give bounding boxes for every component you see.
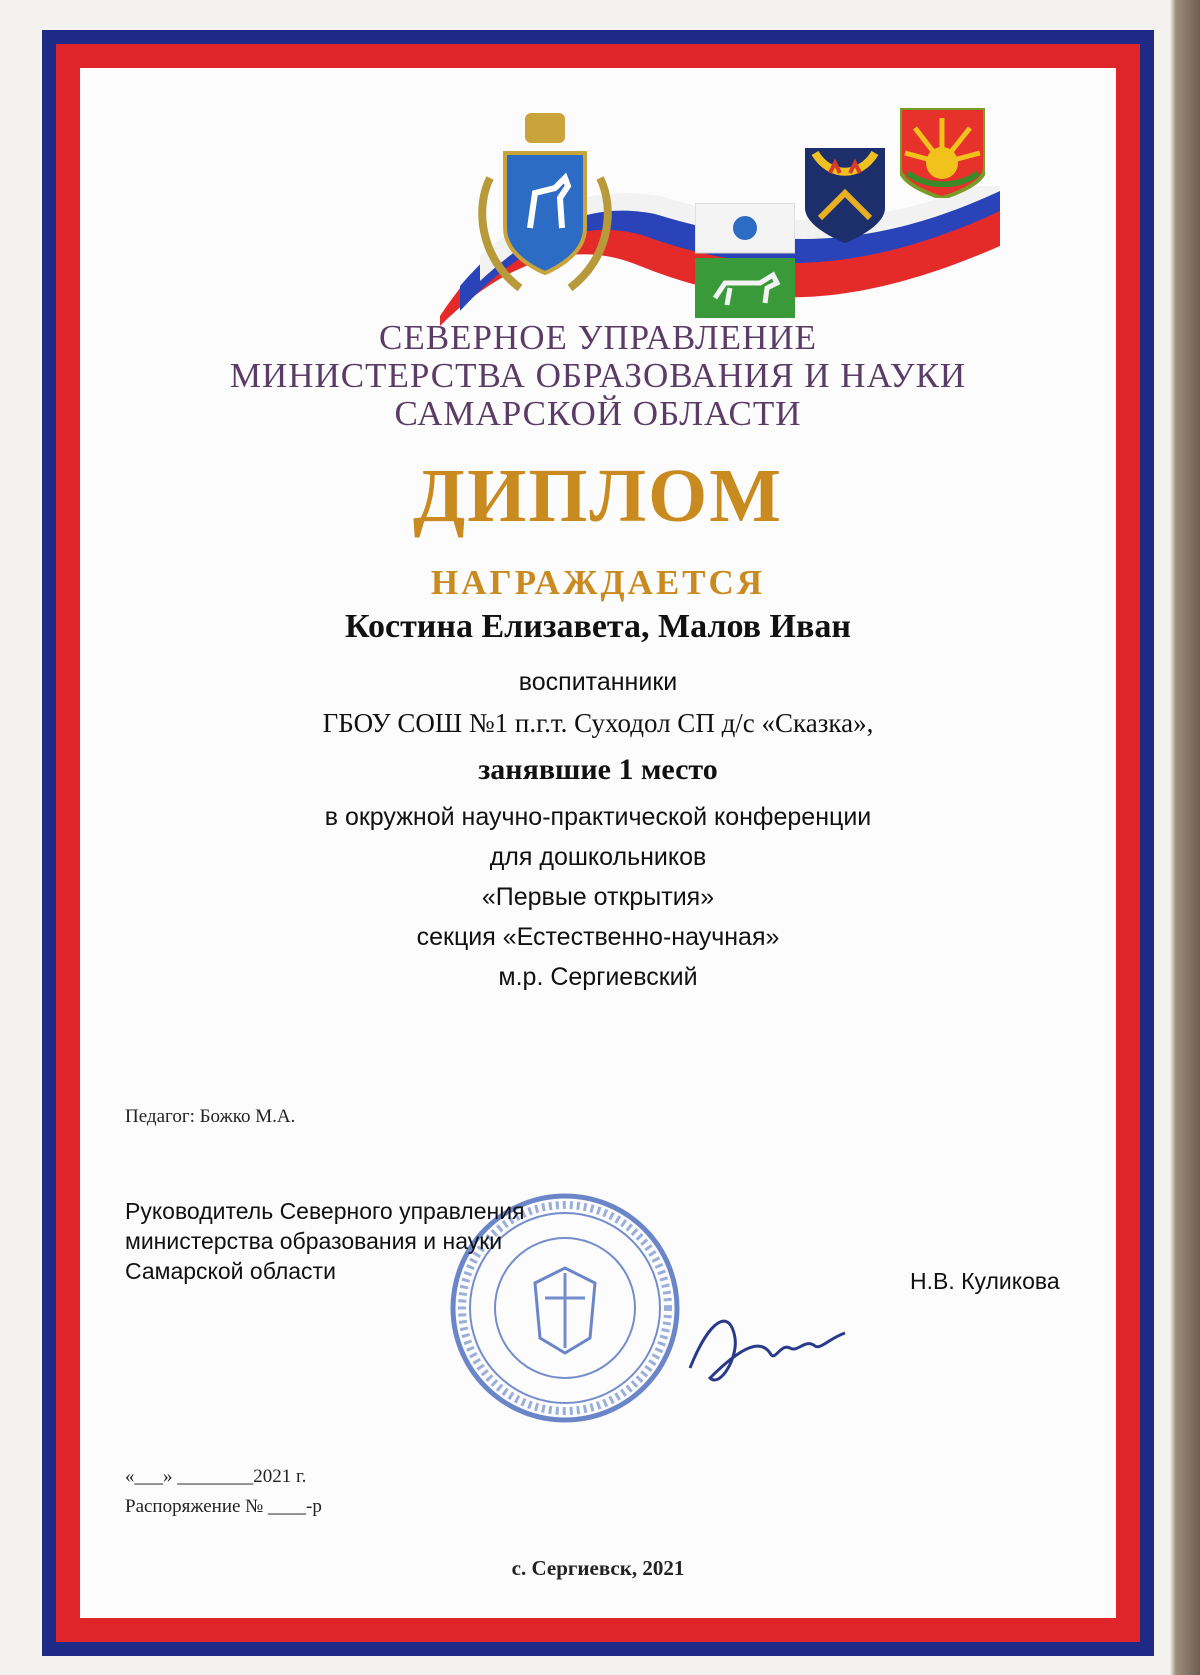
sergievsky-coat-of-arms-icon [805, 148, 885, 243]
awarded-label: НАГРАЖДАЕТСЯ [430, 563, 766, 602]
district-name: м.р. Сергиевский [498, 963, 698, 991]
recipient-names: Костина Елизавета, Малов Иван [345, 608, 851, 645]
sun-coat-of-arms-icon [900, 108, 985, 198]
signatory-title-line-3: Самарской области [125, 1258, 336, 1284]
section-name: секция «Естественно-научная» [416, 923, 780, 951]
signatory-title-line-1: Руководитель Северного управления [125, 1198, 525, 1224]
org-line-1: СЕВЕРНОЕ УПРАВЛЕНИЕ [379, 318, 817, 357]
event-line-2: для дошкольников [489, 843, 707, 871]
district-flag-horse-icon [695, 203, 795, 318]
handwritten-signature-icon [680, 1298, 850, 1398]
event-line-1: в окружной научно-практической конференции [324, 803, 872, 831]
date-line: «___» ________2021 г. [125, 1466, 307, 1487]
diploma-sheet [80, 68, 1116, 1618]
recipient-role: воспитанники [518, 668, 678, 696]
order-line: Распоряжение № ____-р [125, 1496, 322, 1517]
signatory-title-line-2: министерства образования и науки [125, 1228, 503, 1254]
org-line-2: МИНИСТЕРСТВА ОБРАЗОВАНИЯ И НАУКИ [229, 356, 967, 395]
teacher-name: Педагог: Божко М.А. [125, 1106, 296, 1127]
institution-name: ГБОУ СОШ №1 п.г.т. Суходол СП д/с «Сказка», [322, 708, 874, 738]
org-line-3: САМАРСКОЙ ОБЛАСТИ [394, 394, 802, 433]
signatory-name: Н.В. Куликова [910, 1268, 1060, 1294]
emblems-banner [440, 108, 1000, 348]
place-awarded: занявшие 1 место [478, 753, 718, 786]
event-name: «Первые открытия» [481, 883, 715, 911]
diploma-title: ДИПЛОМ [413, 454, 783, 538]
city-year: с. Сергиевск, 2021 [511, 1556, 685, 1580]
samara-coat-of-arms-icon [470, 108, 620, 298]
